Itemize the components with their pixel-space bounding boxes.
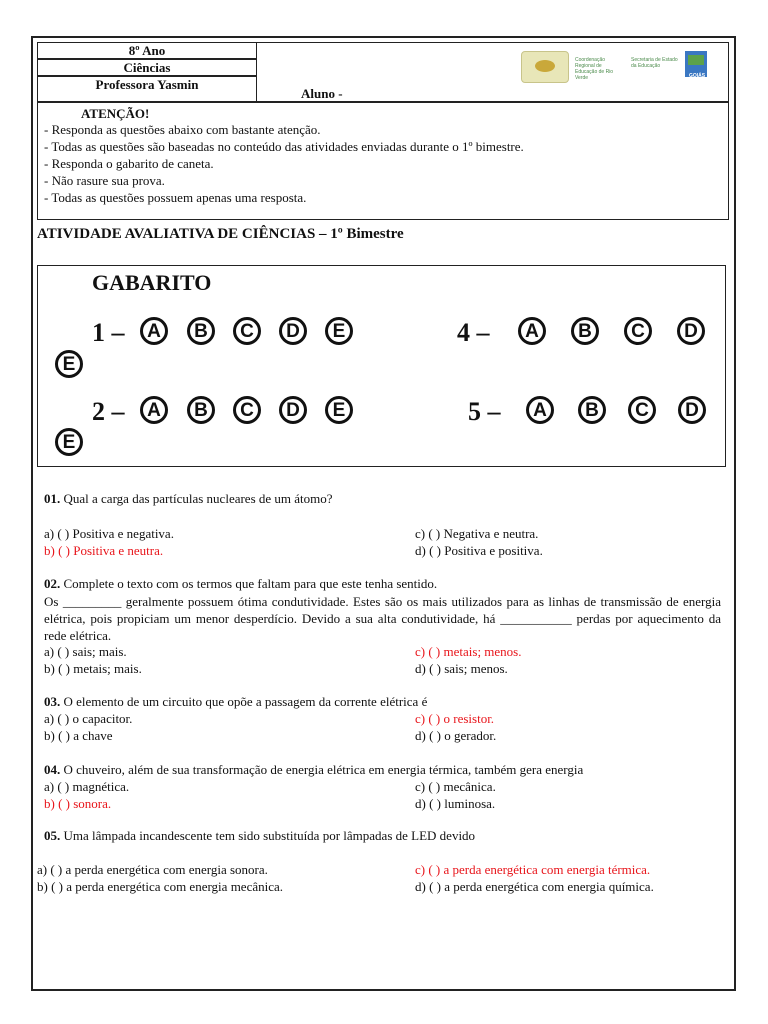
option-03-d[interactable]: d) ( ) o gerador. [415, 728, 497, 743]
bubble-4-b[interactable]: B [571, 317, 599, 345]
option-05-b[interactable]: b) ( ) a perda energética com energia mecânica. [37, 879, 284, 894]
attention-line: - Não rasure sua prova. [44, 173, 165, 188]
option-03-b[interactable]: b) ( ) a chave [44, 728, 113, 743]
question-text: O chuveiro, além de sua transformação de energia elétrica em energia térmica, também gera energia [63, 762, 584, 777]
answer-row-label: 5 – [468, 397, 501, 426]
bubble-1-a[interactable]: A [140, 317, 168, 345]
attention-line: - Responda as questões abaixo com bastante atenção. [44, 122, 321, 137]
attention-title: ATENÇÃO! [81, 106, 150, 121]
bubble-1-e-wrap[interactable]: E [55, 350, 83, 378]
bubble-1-b[interactable]: B [187, 317, 215, 345]
question-text: Complete o texto com os termos que faltam para que este tenha sentido. [63, 576, 438, 591]
answer-key-title: GABARITO [92, 270, 212, 295]
option-04-c[interactable]: c) ( ) mecânica. [415, 779, 496, 794]
answer-row-label: 2 – [92, 397, 125, 426]
question-02-paragraph: Os _________ geralmente possuem ótima condutividade. Estes são os mais utilizados para as linhas de transmissão de energia elétrica, pois propiciam um menor desperdício. Devido a sua alta condutividade, há ___________ perdas por aquecimento da rede elétrica. [44, 594, 721, 643]
attention-line: - Todas as questões são baseadas no conteúdo das atividades enviadas durante o 1º bimestre. [44, 139, 524, 154]
question-01 [44, 491, 333, 507]
question-number: 04. [44, 762, 61, 777]
question-04 [44, 762, 583, 778]
question-number: 05. [44, 828, 61, 843]
bubble-1-e[interactable]: E [325, 317, 353, 345]
attention-line: - Todas as questões possuem apenas uma resposta. [44, 190, 307, 205]
answer-row-label: 4 – [457, 318, 490, 347]
question-03 [44, 694, 427, 710]
option-05-d[interactable]: d) ( ) a perda energética com energia química. [415, 879, 654, 894]
option-02-d[interactable]: d) ( ) sais; menos. [415, 661, 508, 676]
bubble-5-d[interactable]: D [678, 396, 706, 424]
grade-cell: 8º Ano [37, 42, 257, 59]
page-title: ATIVIDADE AVALIATIVA DE CIÊNCIAS – 1º Bimestre [37, 226, 404, 242]
option-05-c-answer[interactable]: c) ( ) a perda energética com energia térmica. [415, 862, 651, 877]
student-cell [256, 42, 729, 102]
bubble-4-d[interactable]: D [677, 317, 705, 345]
option-01-d[interactable]: d) ( ) Positiva e positiva. [415, 543, 543, 558]
logo-left-text: Coordenação Regional de Educação de Rio Verde [575, 57, 614, 81]
answer-row-label: 1 – [92, 318, 125, 347]
bubble-2-d[interactable]: D [279, 396, 307, 424]
bubble-2-e-wrap[interactable]: E [55, 428, 83, 456]
bubble-2-b[interactable]: B [187, 396, 215, 424]
question-text: Uma lâmpada incandescente tem sido substituída por lâmpadas de LED devido [63, 828, 476, 843]
bubble-1-d[interactable]: D [279, 317, 307, 345]
logo-brand: GOIÁS [689, 73, 706, 79]
regional-coordination-logo [521, 51, 569, 83]
question-number: 02. [44, 576, 61, 591]
option-01-b-answer[interactable]: b) ( ) Positiva e neutra. [44, 543, 164, 558]
option-03-a[interactable]: a) ( ) o capacitor. [44, 711, 133, 726]
student-label: Aluno - [301, 86, 343, 101]
option-02-b[interactable]: b) ( ) metais; mais. [44, 661, 142, 676]
bubble-5-b[interactable]: B [578, 396, 606, 424]
attention-line: - Responda o gabarito de caneta. [44, 156, 214, 171]
question-number: 03. [44, 694, 61, 709]
teacher-cell: Professora Yasmin [37, 76, 257, 102]
bubble-2-c[interactable]: C [233, 396, 261, 424]
option-05-a[interactable]: a) ( ) a perda energética com energia sonora. [37, 862, 268, 877]
question-text: O elemento de um circuito que opõe a passagem da corrente elétrica é [63, 694, 428, 709]
bubble-5-c[interactable]: C [628, 396, 656, 424]
bubble-5-a[interactable]: A [526, 396, 554, 424]
bubble-4-a[interactable]: A [518, 317, 546, 345]
institution-logos [513, 45, 729, 85]
bubble-2-e[interactable]: E [325, 396, 353, 424]
option-04-d[interactable]: d) ( ) luminosa. [415, 796, 496, 811]
option-01-c[interactable]: c) ( ) Negativa e neutra. [415, 526, 539, 541]
bubble-2-a[interactable]: A [140, 396, 168, 424]
logo-right-text: Secretaria de Estado da Educação [631, 57, 678, 69]
option-02-a[interactable]: a) ( ) sais; mais. [44, 644, 127, 659]
question-05 [44, 828, 475, 844]
option-03-c-answer[interactable]: c) ( ) o resistor. [415, 711, 495, 726]
bubble-4-c[interactable]: C [624, 317, 652, 345]
option-04-b-answer[interactable]: b) ( ) sonora. [44, 796, 112, 811]
question-02 [44, 576, 437, 592]
option-04-a[interactable]: a) ( ) magnética. [44, 779, 130, 794]
option-02-c-answer[interactable]: c) ( ) metais; menos. [415, 644, 522, 659]
subject-cell: Ciências [37, 59, 257, 76]
question-number: 01. [44, 491, 61, 506]
question-text: Qual a carga das partículas nucleares de um átomo? [63, 491, 333, 506]
option-01-a[interactable]: a) ( ) Positiva e negativa. [44, 526, 174, 541]
bubble-1-c[interactable]: C [233, 317, 261, 345]
